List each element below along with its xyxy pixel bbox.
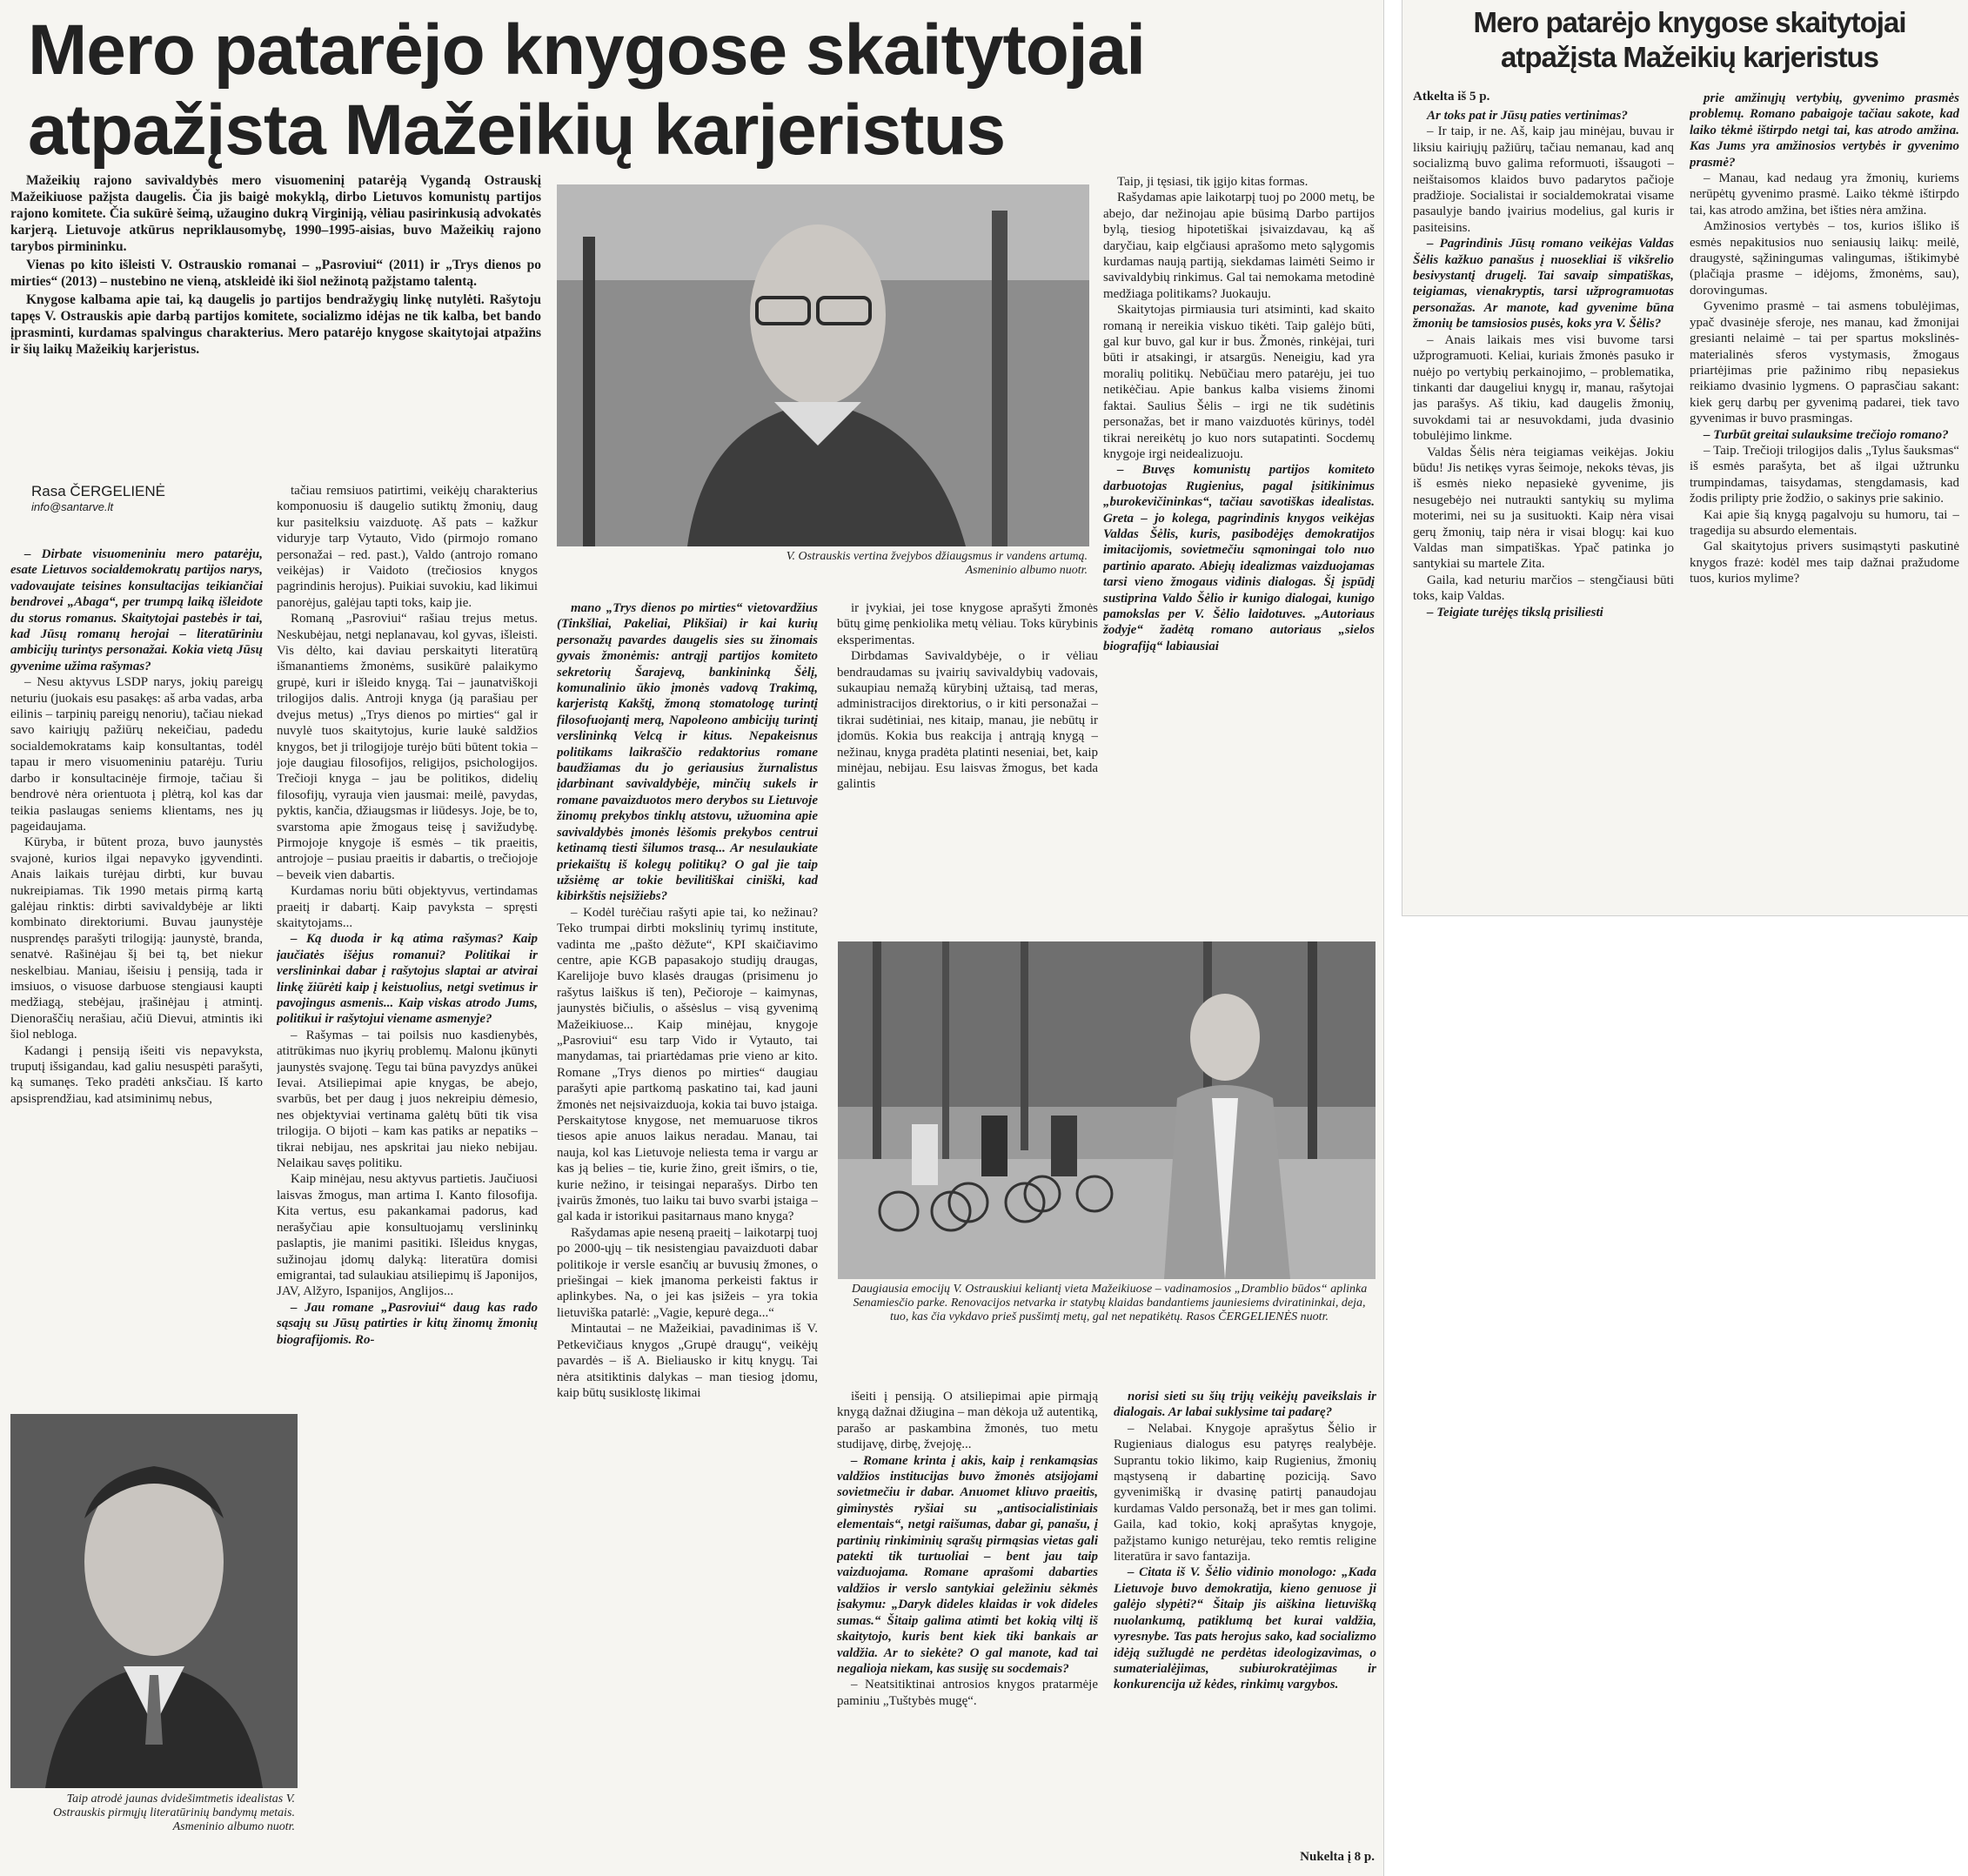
answer-paragraph: – Taip. Trečioji trilogijos dalis „Tylus šauksmas“ iš esmės parašyta, bet aš ilgai užtrunku trumpindamas, taisydamas, stengdamasis, kad žodis prilipty prie žodžio, o sakinys prie sakinio. xyxy=(1690,443,1959,506)
question: – Romane krinta į akis, kaip į renkamąsias valdžios institucijas buvo žmonės atsijojami sovietmečiu ir dabar. Anuomet kliuvo praeitis, giminystės ryšiai su „antisocialistiniais elementais“, netgi raišumas, dabar gi, panašu, į partinių rinkiminių sąrašų pirmąsias vietas gali patekti tik turtuoliai – bent jau taip vaizduojama. Romane aprašomi dabarties valdžios ir verslo santykiai geležiniu sėkmės įsakymu: „Daryk dideles klaidas ir vok dideles sumas.“ Šitaip galima atimti bet kokią viltį iš skaitytojo, kuris bent kiek tiki bankais ar valdžia. Ar to siekėte? O gal manote, kad tai negalioja niekam, kas susiję su socdemais? xyxy=(837,1453,1098,1676)
question: – Pagrindinis Jūsų romano veikėjas Valdas Šėlis kažkuo panašus į nuosekliai iš vikšrelio besivystantį drugelį. Tai savaip simpatiškas, teigiamas, vienakryptis, tarsi užprogramuotas personažas. Ar manote, kad gyvenime būna žmonių be tamsiosios pusės, koks yra V. Šėlis? xyxy=(1413,237,1674,332)
answer-paragraph: Kurdamas noriu būti objektyvus, vertindamas praeitį ir dabartį. Kaip pavyksta – spręsti skaitytojams... xyxy=(277,884,538,930)
answer-paragraph: Kaip minėjau, nesu aktyvus partietis. Jaučiuosi laisvas žmogus, man artima I. Kanto filosofija. Kita vertus, esu pakankamai padorus, kad nerašyčiau apie konsultuojamų verslininkų paslaptis, jie manimi pasitiki. Išleidus knygas, sužinojau įdomų dalyką: literatūra domisi emigrantai, tad sulaukiau atsiliepimų iš Japonijos, JAV, Alžyro, Ispanijos, Anglijos... xyxy=(277,1172,538,1299)
headline: Mero patarėjo knygose skaitytojai atpažįsta Mažeikių karjeristus xyxy=(28,10,1146,170)
answer-paragraph: – Manau, kad nedaug yra žmonių, kuriems nerūpėtų gyvenimo prasmė. Laiko tėkmė ištirpdo tai, kas atrodo amžina, bet išties nėra amžina. xyxy=(1690,171,1959,218)
continuation-headline: Mero patarėjo knygose skaitytojai atpažįsta Mažeikių karjeristus xyxy=(1473,6,1906,73)
photo3-credit: Asmeninio albumo nuotr. xyxy=(172,1820,295,1833)
answer-paragraph: Mintautai – ne Mažeikiai, pavadinimas iš V. Petkevičiaus knygos „Grupė draugų“, veikėjų pavardės – iš A. Bieliausko ir kitų knygų. Tai nėra atsitiktinis dalykas – man tiesiog įdomu, kaip būtų susiklostę likimai xyxy=(557,1322,818,1400)
question: Ar toks pat ir Jūsų paties vertinimas? xyxy=(1427,109,1628,123)
answer-paragraph: tačiau remsiuos patirtimi, veikėjų charakterius komponuosiu iš daugelio sutiktų žmonių, daug kur pasitelksiu vaizduotę. Aš pats – kažkur viduryje tarp Vytauto, Vido (pirmojo romano personažai – red. past.), Valdo (antrojo romano veikėjas) ir Vaidoto (trečiosios knygos pagrindinis herojus). Puikiai suvokiu, kad likimui panorėjus, galėjau tapti toks, kaip jie. xyxy=(277,484,538,610)
author-name: Rasa ČERGELIENĖ xyxy=(31,483,165,499)
answer-paragraph: Valdas Šėlis nėra teigiamas veikėjas. Jokiu būdu! Jis netikęs vyras šeimoje, nekoks tėvas, jis iš esmės nieko nepasiekė gyvenime, jis nesugebėjo nei nutraukti santykių su mylima moterimi, nei su ja susituokti. Kaip nėra visai gerų žmonių, taip nėra ir visai blogų: kai kuo Valdas man simpatiškas. Ypač patinka jo santykiai su martele Zita. xyxy=(1413,445,1674,572)
answer-paragraph: išeiti į pensiją. O atsiliepimai apie pirmąją knygą dažnai džiugina – man dėkoja už autentiką, parašo ar paskambina žmonės, tuo metu studijavę, dirbę, žvejoję... xyxy=(837,1390,1098,1452)
column-4b xyxy=(1114,1389,1376,1841)
byline xyxy=(31,483,165,513)
answer-paragraph: – Kodėl turėčiau rašyti apie tai, ko nežinau? Teko trumpai dirbti mokslinių tyrimų institute, vadinta me „pašto dėžute“, KPI skaičiavimo centre, apie KGB papasakojo studijų draugas, Karelijoje buvo klasės draugas (prisimenu jo rašytus laiškus iš ten), Pečioroje – kaimynas, jaunystės bičiulis, o ašsėslus – visą gyvenimą Mažeikiuose... Kaip minėjau, knygoje „Pasroviui“ esu tarp Vido ir Vytauto, tai manydamas, tai priartėdamas prie vieno ar kito. Romane „Trys dienos po mirties“ daugiau parašyti apie partkomą paskatino tai, kad jauni žmonės net neįsivaizduoja, kokia tai buvo įstaiga. Perskaitytose knygose, net memuaruose tikros tiesos apie anuos laikus neradau. Manau, tai nauja, kol kas Lietuvoje neliesta tema ir vargu ar kas ją belies – tie, kurie žino, greit išmirs, o tie, kurie nežino, ir teisingai neparašys. Dirbo ten įvairūs žmonės, tuo laiku tai buvo svarbi įstaiga – gal kada ir istorikui pasitarnaus mano knyga? xyxy=(557,905,818,1224)
continuation-column-1 xyxy=(1413,108,1674,908)
question: – Jau romane „Pasroviui“ daug kas rado sąsajų su Jūsų patirties ir kitų žinomų žmonių biografijomis. Ro- xyxy=(277,1300,538,1347)
question: – Turbūt greitai sulauksime trečiojo romano? xyxy=(1704,427,1949,442)
lead-paragraph xyxy=(10,172,541,359)
photo1-caption xyxy=(635,550,1088,578)
column-4-top xyxy=(1103,174,1375,931)
photo1-caption-text: V. Ostrauskis vertina žvejybos džiaugsmus ir vandens artumą. xyxy=(786,550,1088,563)
answer-paragraph: Taip, ji tęsiasi, tik įgijo kitas formas. xyxy=(1117,175,1309,189)
photo-park-cyclists xyxy=(838,941,1376,1279)
continuation-column-2 xyxy=(1690,90,1959,908)
author-email: info@santarve.lt xyxy=(31,500,114,513)
question: – Dirbate visuomeniniu mero patarėju, esate Lietuvos socialdemokratų partijos narys, vadovaujate teisines konsultacijas teikiančiai bendrovei „Abaga“, per trumpą laiką išleidote du storus romanus. Skaitytojai pastebės ir tai, kad Jūsų romanų herojai – literatūriniu ambicijų turintys personažai. Kokia vietą Jūsų gyvenime užima rašymas? xyxy=(10,547,263,673)
lead-p2: Vienas po kito išleisti V. Ostrauskio romanai – „Pasroviui“ (2011) ir „Trys dienos po mirties“ (2013) – nustebino ne vieną, atskleidė iki šiol nežinotą pažįstamo talentą. xyxy=(10,258,541,289)
answer-paragraph: Gal skaitytojus privers susimąstyti paskutinė knygos frazė: kodėl mes taip dažnai pražudome tuos, kurios mylime? xyxy=(1690,539,1959,586)
question: norisi sieti su šių trijų veikėjų paveikslais ir dialogais. Ar labai suklysime tai padarę? xyxy=(1114,1390,1376,1420)
answer-paragraph: Romaną „Pasroviui“ rašiau trejus metus. Neskubėjau, netgi neplanavau, kol gyvas, išleisti. Vis dėlto, kai daviau perskaityti literatūrą išmanantiems žmonėms, susikūrė palaikymo grupė, kuri ir išleido knygą. Tai – jaunatviškoji trilogijos dalis. Antroji knyga (ją parašiau per dvejus metus) „Trys dienos po mirties“ gal ir nuvylė tuos skaitytojus, kurie laukė saldžios knygos, bet ji trilogijoje turėjo būti būtent tokia – joje daugiau filosofijos, religijos, psichologijos. Trečioji knyga – jau be politikos, didelių filosofijų, vyrauja vien jausmai: meilė, pavydas, pyktis, kančia, džiaugsmas ir liūdesys. Joje, be to, svarstoma apie žmogaus teisę į savižudybę. Pirmojoje knygoje iš esmės – tik praeitis, antrojoje – pusiau praeitis ir dabartis, o trečiojoje – beveik vien dabartis. xyxy=(277,612,538,882)
question: – Citata iš V. Šėlio vidinio monologo: „Kada Lietuvoje buvo demokratija, kieno genuose ji galėjo slypėti?“ Šitaip jis aiškina lietuvišką nuolankumą, patiklumą bet kurai valdžia, vyresnybe. Tas pats herojus sako, kad socializmo idėją sužlugdė ne perdėtas ideologizavimas, o sumaterialėjimas, subiurokratėjimas ir konkurencija už kėdes, rinkimų vargybos. xyxy=(1114,1565,1376,1692)
column-3 xyxy=(557,600,818,1866)
photo3-caption-text: Taip atrodė jaunas dvidešimtmetis idealistas V. Ostrauskis pirmųjų literatūrinių bandymų metais. xyxy=(52,1792,295,1819)
answer-paragraph: – Anais laikais mes visi buvome tarsi užprogramuoti. Keliai, kuriais žmonės pasuko ir nuėjo po vertybių perkainojimo, – problematika, tinkanti dar daugeliui knygų ir, manau, rašytojai jas parašys. Aš tikiu, kad daugelis žmonių, suvokdami tai ar nesuvokdami, juda dvasinio tobulėjimo linkme. xyxy=(1413,332,1674,444)
answer-paragraph: Rašydamas apie laikotarpį tuoj po 2000 metų, be abejo, dar nežinojau apie būsimą Darbo partijos bylą, tiesiog hipotetiškai įsivaizdavau, ką aš daryčiau, kaip elgčiausi aprašomo meto sąlygomis kurdamas naują partiją, siekdamas laimėti Seimo ir savivaldybių rinkimus. Gal tai nemokama metodinė medžiaga politikams? Juokauju. xyxy=(1103,191,1375,301)
answer-paragraph: Amžinosios vertybės – tos, kurios išliko iš esmės nepakitusios nuo seniausių laikų: meilė, draugystė, sąžiningumas valingumas, ištikimybė (plačiąja prasme – idėjoms, žmonėms, sau), dorovingumas. xyxy=(1690,219,1959,298)
answer-paragraph: ir įvykiai, jei tose knygose aprašyti žmonės būtų gimę penkiolika metų vėliau. Toks kūrybinis eksperimentas. xyxy=(837,601,1098,647)
question: – Ką duoda ir ką atima rašymas? Kaip jaučiatės išėjus romanui? Politikai ir verslininkai dabar į rašytojus slaptai ar atvirai linkę žiūrėti kaip į keistuolius, netgi svetimus ir pavojingus asmenis... Kaip viskas atrodo Jums, politikui ir rašytojui viename asmenyje? xyxy=(277,932,538,1027)
question: prie amžinųjų vertybių, gyvenimo prasmės problemų. Romano pabaigoje tačiau sakote, kad laiko tėkmė ištirpdo netgi tai, kas atrodo amžina. Kas Jums yra amžinosios vertybės ir gyvenimo prasmė? xyxy=(1690,91,1959,170)
answer-paragraph: – Neatsitiktinai antrosios knygos pratarmėje paminiu „Tuštybės mugę“. xyxy=(837,1678,1098,1708)
continued-on-note: Nukelta į 8 p. xyxy=(1300,1850,1375,1864)
answer-paragraph: Kūryba, ir būtent proza, buvo jaunystės svajonė, kurios ilgai nepavyko įgyvendinti. Anais laikais turėjau dirbti, kur buvau nukreipiamas. Tik 1990 metais pirmą kartą galėjau rinktis: dirbti savivaldybėje ar likti kombinato direktoriumi. Buvau jaunystėje nusprendęs parašyti trilogiją: jaunystė, branda, senatvė. Rašinėjau šį bei tą, bet niekur neskelbiau. Maniau, išeisiu į pensiją, tada ir imsiuos, o visuose darbuose stengiausi kaupti medžiagą, stebėjau, įrašinėjau į atmintį. Dienoraščių nerašiau, ačiū Dievui, atmintis iki šiol nebloga. xyxy=(10,835,263,1042)
answer-paragraph: Skaitytojas pirmiausia turi atsiminti, kad skaito romaną ir nereikia viskuo tikėti. Taip galėjo būti, gal kur buvo, gal kur ir bus. Žmonės, rinkėjai, turi būti ir atsakingi, ir atsargūs. Neneigiu, kad yra moralių politikų. Nebūčiau mero patarėju, jei tuo netikėčiau. Apie bankus kalba visiems žinomi faktai. Saulius Šėlis – irgi ne tik sudėtinis personažas, bet ir mano vaizduotės kūrinys, todėl tikrai nereikėtų jo kuo nors sutapatinti. Socdemų knygoje irgi neidealizuoju. xyxy=(1103,303,1375,461)
answer-paragraph: – Ir taip, ir ne. Aš, kaip jau minėjau, buvau ir liksiu kairiųjų pažiūrų, tačiau nemanau, kad anq socializmą buvo galima reformuoti, išsaugoti – neištaisomos klaidos buvo padarytos pačioje pradžioje. Socialistai ir socialdemokratai visame pasaulyje bando įvairius modelius, gal kuris ir pasiteisins. xyxy=(1413,124,1674,235)
answer-paragraph: Gyvenimo prasmė – tai asmens tobulėjimas, ypač dvasinėje sferoje, nes manau, kad žmonijai gresianti nelaimė – tai per spartus mokslinės-materialinės sferos vystymasis, žmogaus priartėjimas prie pažinimo ribų nepasiekus reikiamo dvasinio lygmens. O paprasčiau sakant: kiek gerų darbų per gyvenimą padarei, tiek tavo gyvenimas ir buvo prasmingas. xyxy=(1690,299,1959,426)
lead-p1: Mažeikių rajono savivaldybės mero visuomeninį patarėją Vygandą Ostrauskį Mažeikiuose pažįsta daugelis. Čia jis baigė mokyklą, dirbo Lietuvos komunistų partijos rajono komitete. Čia sukūrė šeimą, užaugino dukrą Virginiją, vėliau pasirinkusią advokatės karjerą. Lietuvoje atkūrus nepriklausomybę, 1990–1995-aisias, buvo Mažeikių rajono tarybos pirmininku. xyxy=(10,173,541,254)
photo1-credit: Asmeninio albumo nuotr. xyxy=(965,564,1088,577)
lead-p3: Knygose kalbama apie tai, ką daugelis jo partijos bendražygių linkę nutylėti. Rašytoju tapęs V. Ostrauskis apie darbą partijos komitete, socializmo idėjas ne tik kalba, bet bando įprasminti, kurdamas spalvingus charakterius. Mero patarėjo knygose skaitytojai atpažins ir šių laikų Mažeikių karjeristus. xyxy=(10,292,541,357)
column-3c xyxy=(837,1389,1098,1867)
photo2-caption: Daugiausia emocijų V. Ostrauskiui keliantį vieta Mažeikiuose – vadinamosios „Dramblio būdos“ aplinka Senamiesčio parke. Renovacijos netvarka ir statybų klaidas bandantiems jauniesiems dviratininkai, deja, tuo, kas čia vykdavo prieš pusšimtį metų, gal net nepatikėtų. Rasos ČERGELIENĖS nuotr. xyxy=(851,1283,1368,1323)
question: – Buvęs komunistų partijos komiteto darbuotojas Rugienius, pagal įsitikinimus „burokevičininkas“, tačiau savotiškas idealistas. Greta – jo kolega, pagrindinis knygos veikėjas Valdas Šėlis, kuris, pasibodėjęs demokratijos imitacijomis, sovietmečiu sąmoningai tolo nuo partinio aparato. Abiejų idealizmas vaizduojamas tarsi vieno žmogaus vidinis dialogas. Šį įspūdį sustiprina Valdo Šėlio ir kunigo dialogai, kunigo pamokslas per V. Šėlio laidotuves. „Autoriaus žodyje“ žadėtą romano autoriaus „sielos biografiją“ labiausiai xyxy=(1103,463,1375,653)
answer-paragraph: Kai apie šią knygą pagalvoju su humoru, tai – tragedija su absurdo elementais. xyxy=(1690,507,1959,538)
article-clipping-continuation xyxy=(1402,0,1968,915)
photo-young-portrait xyxy=(10,1414,298,1788)
answer-paragraph: – Rašymas – tai poilsis nuo kasdienybės, atitrūkimas nuo įkyrių problemų. Malonu įkūnyti jaunystės svajonę. Tegu tai būna pavyzdys anūkei Ievai. Atsiliepimai apie knygas, be abejo, svarbūs, bet per daug į juos nekreipiu dėmesio, nes objektyviai vertinama galėtų būti tik visa trilogija. O bijoti – kam kas patiks ar nepatiks – tikrai nebijau, nes apskritai jau nieko nebijau. Nelaikau savęs politiku. xyxy=(277,1028,538,1171)
column-1 xyxy=(10,546,263,1408)
answer-paragraph: Rašydamas apie neseną praeitį – laikotarpį tuoj po 2000-ųjų – tik nesistengiau pavaizduoti dabar politikoje ir versle esančių ar buvusių žmones, o priešingai – kiek įmanoma perkeisti faktus ir aplinkybes. Na, o jei kas įsižeis – yra tokia lietuviška patarlė: „Vagie, kepurė dega...“ xyxy=(557,1225,818,1320)
column-3b xyxy=(837,600,1098,940)
column-2 xyxy=(277,483,538,1866)
answer-paragraph: – Nelabai. Knygoje aprašytus Šėlio ir Rugieniaus dialogus esu patyręs realybėje. Suprantu tokio likimo, kaip Rugienius, žmonių mąstyseną ir dabartinę poziciją. Savo gyvenimišką ir dvasinę patirtį panaudojau kurdamas Valdo personažą, bet ir mes gan tolimi. Gaila, kad tokio, kokį aprašytas knygoje, pažįstamo kunigo neturėjau, teko remtis religine literatūra ir savo fantazija. xyxy=(1114,1421,1376,1564)
photo3-caption xyxy=(12,1792,295,1834)
question: mano „Trys dienos po mirties“ vietovardžius (Tinkšliai, Pakeliai, Plikšiai) ir kai kurių personažų pavardes daugelis sies su žinomais gyvais žmonėmis: antrąjį partijos komiteto sekretorių Šarajevą, bankininką Šėlį, komunalinio ūkio įmonės vadovą Trakimą, karjeristą Kakštį, žmoną stomatologę turintį filosofuojantį merą, Napoleono ambicijų turintį verslininką Velcą ir kitus. Nepakeisnus politikams laikraščio redaktorius romane baudžiamas du jo geriausius žurnalistus įdarbinant savivaldybėje, minčių sukels ir romane pavaizduotos mero derybos su Lietuvoje žinomų prekybos tinklų atstovu, užuomina apie savivaldybės įmonės lėšomis prekybos centrui ketinamą tiesti šilumos trasą... Ar nesulaukiate priekaištų iš kolegų politikų? O gal jie taip užsiėmę ar tokie bevilitiškai ciniški, kad kibirkštis neįsižiebs? xyxy=(557,601,818,904)
answer-paragraph: Dirbdamas Savivaldybėje, o ir vėliau bendraudamas su įvairių savivaldybių vadovais, sukaupiau nemažą kūrybinį užtaisą, tad meras, administracijos direktorius, o ir kiti personažai – tikrai sudėtiniai, nes kitaip, manau, jie nebūtų ir įdomūs. Kokia bus reakcija į antrąją knygą – nežinau, knyga pradėta platinti neseniai, bet, kaip minėjau, nebijau. Esu laisvas žmogus, bet kada galintis xyxy=(837,649,1098,792)
answer-paragraph: – Nesu aktyvus LSDP narys, jokių pareigų neturiu (juokais esu pasakęs: aš arba vadas, arba eilinis – tarpinių pareigų nenoriu), tačiau niekad savo kairiųjų pažiūrų nekeičiau, padedu socialdemokratams kaip konsultantas, todėl tapau ir mero visuomeniniu patarėju. Turiu darbo ir konsultacinėje firmoje, tačiau ši bendrovė nėra orientuota į plėtrą, kol kas dar teikia paslaugas seniems klientams, nes jų pageidaujama. xyxy=(10,675,263,834)
continued-from-note: Atkelta iš 5 p. xyxy=(1413,90,1490,104)
question: – Teigiate turėjęs tikslą prisiliesti xyxy=(1427,605,1603,620)
answer-paragraph: Kadangi į pensiją išeiti vis nepavyksta, truputį išsigandau, kad galiu nesuspėti parašyti, ką sumanęs. Teko pradėti anksčiau. Iš karto apsisprendžiau, kad atsiminimų nebus, xyxy=(10,1043,263,1106)
photo-portrait-glasses xyxy=(557,184,1089,546)
answer-paragraph: Gaila, kad neturiu marčios – stengčiausi būti toks, kaip Valdas. xyxy=(1413,573,1674,604)
